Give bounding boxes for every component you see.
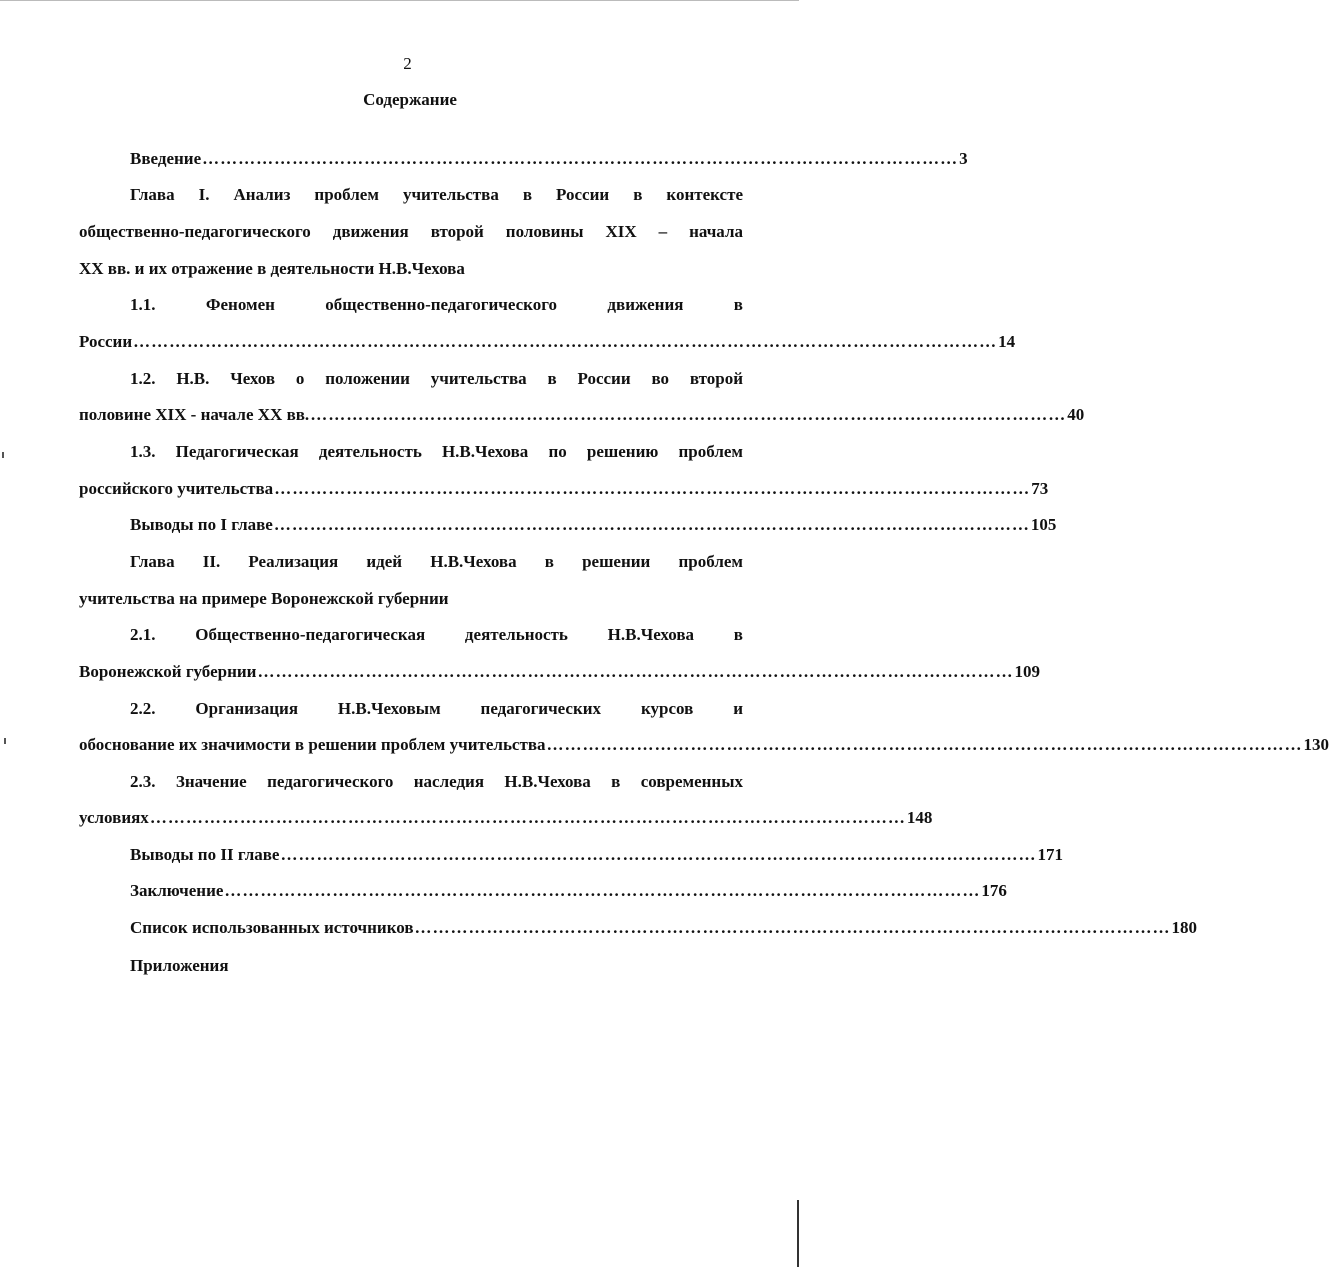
toc-leader: ………………………………………………………………………………………………………………: [274, 479, 1031, 498]
toc-entry-page: 109: [1014, 662, 1040, 681]
toc-section-1-2-line-2: [79, 404, 1085, 426]
toc-entry-conclusions-1: [130, 514, 1057, 536]
toc-entry-page: 180: [1171, 918, 1198, 937]
toc-entry-page: 3: [959, 149, 968, 168]
toc-entry-label: Заключение: [130, 881, 224, 900]
toc-section-1-3-line-1: 1.3. Педагогическая деятельность Н.В.Чехова по решению проблем: [130, 442, 743, 461]
toc-entry-conclusion: [130, 880, 1007, 902]
page-title: Содержание: [363, 90, 457, 109]
toc-entry-page: 171: [1037, 845, 1063, 864]
toc-chapter-2-line-1: Глава II. Реализация идей Н.В.Чехова в решении проблем: [130, 552, 743, 571]
toc-entry-page: 130: [1303, 735, 1329, 754]
toc-section-2-2-line-1: 2.2. Организация Н.В.Чеховым педагогических курсов и: [130, 699, 743, 718]
toc-chapter-1-line-1: Глава I. Анализ проблем учительства в России в контексте: [130, 185, 743, 204]
toc-entry-page: 14: [998, 332, 1016, 351]
toc-section-1-3-line-2: [79, 478, 1049, 500]
toc-entry-label: Выводы по II главе: [130, 845, 280, 864]
toc-entry-page: 148: [906, 808, 933, 827]
toc-entry-page: 105: [1030, 515, 1057, 534]
toc-entry-label: половине XIX - начале XX вв.: [79, 405, 310, 424]
toc-section-1-1-line-1: 1.1. Феномен общественно-педагогического движения в: [130, 295, 743, 314]
toc-entry-page: 176: [981, 881, 1007, 900]
toc-leader: ………………………………………………………………………………………………………………: [310, 405, 1067, 424]
toc-entry-label: российского учительства: [79, 479, 274, 498]
toc-leader: ………………………………………………………………………………………………………………: [224, 881, 981, 900]
toc-leader: ………………………………………………………………………………………………………………: [257, 662, 1014, 681]
scan-top-border: [0, 0, 799, 1]
toc-leader: ………………………………………………………………………………………………………………: [414, 918, 1171, 937]
toc-chapter-1-line-2: общественно-педагогического движения второй половины XIX – начала: [79, 222, 743, 241]
toc-entry-references: [130, 917, 1198, 939]
toc-entry-appendix: Приложения: [130, 956, 229, 975]
toc-leader: ………………………………………………………………………………………………………………: [546, 735, 1303, 754]
toc-entry-label: Список использованных источников: [130, 918, 414, 937]
toc-section-2-1-line-2: [79, 661, 1040, 683]
toc-entry-label: условиях: [79, 808, 149, 827]
toc-entry-conclusions-2: [130, 844, 1063, 866]
toc-section-2-3-line-1: 2.3. Значение педагогического наследия Н.В.Чехова в современных: [130, 772, 743, 791]
toc-entry-label: Выводы по I главе: [130, 515, 273, 534]
toc-leader: ………………………………………………………………………………………………………………: [149, 808, 906, 827]
scan-speck: [2, 452, 4, 458]
toc-section-1-2-line-1: 1.2. Н.В. Чехов о положении учительства в России во второй: [130, 369, 743, 388]
toc-chapter-1-line-3: XX вв. и их отражение в деятельности Н.В.Чехова: [79, 259, 465, 278]
toc-section-1-1-line-2: [79, 331, 1016, 353]
toc-entry-label: обоснование их значимости в решении проблем учительства: [79, 735, 546, 754]
toc-entry-label: России: [79, 332, 133, 351]
toc-entry-label: Введение: [130, 149, 202, 168]
toc-chapter-2-line-2: учительства на примере Воронежской губернии: [79, 589, 449, 608]
page-number: 2: [403, 54, 412, 73]
toc-leader: ………………………………………………………………………………………………………………: [280, 845, 1037, 864]
toc-leader: ………………………………………………………………………………………………………………………………: [133, 332, 998, 351]
toc-entry-label: Воронежской губернии: [79, 662, 257, 681]
toc-entry-page: 73: [1031, 479, 1049, 498]
toc-section-2-3-line-2: [79, 807, 933, 829]
scan-speck: [4, 738, 6, 744]
toc-leader: ………………………………………………………………………………………………………………: [202, 149, 959, 168]
toc-leader: ………………………………………………………………………………………………………………: [273, 515, 1030, 534]
toc-section-2-2-line-2: [79, 734, 1329, 756]
scan-edge-mark: [797, 1200, 799, 1267]
toc-entry-introduction: [130, 148, 968, 170]
toc-section-2-1-line-1: 2.1. Общественно-педагогическая деятельность Н.В.Чехова в: [130, 625, 743, 644]
toc-entry-page: 40: [1067, 405, 1085, 424]
